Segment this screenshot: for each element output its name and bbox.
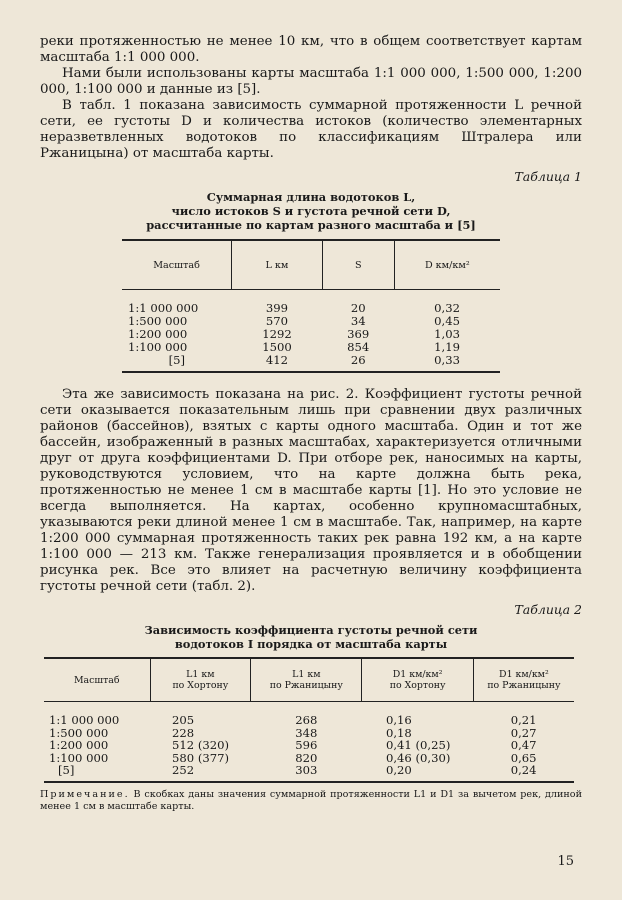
table-cell: 399 bbox=[265, 301, 289, 315]
table2-header-line: D1 км/км² bbox=[392, 669, 443, 680]
table-cell: 268 bbox=[295, 713, 318, 727]
table-cell: 512 (320) bbox=[172, 738, 229, 753]
table1-header: S bbox=[322, 240, 394, 290]
table-cell: 228 bbox=[172, 725, 195, 740]
table2-header-line: Масштаб bbox=[73, 674, 120, 686]
table-cell: 1:500 000 bbox=[49, 725, 109, 740]
table-cell: 0,41 (0,25) bbox=[385, 738, 451, 753]
table-cell: 0,46 (0,30) bbox=[385, 750, 451, 765]
table2-title bbox=[40, 623, 582, 651]
table1-title-line: число истоков S и густота речной сети D, bbox=[171, 204, 451, 218]
page-body bbox=[40, 34, 582, 813]
table1-header: Масштаб bbox=[122, 240, 232, 290]
table2-header-row bbox=[44, 658, 574, 702]
table-cell: 1:100 000 bbox=[49, 750, 109, 765]
table1-header-row bbox=[122, 240, 500, 290]
table-cell: 369 bbox=[347, 327, 370, 341]
table1-label: Таблица 1 bbox=[514, 169, 582, 184]
table-cell: 1,03 bbox=[434, 327, 460, 341]
table-cell: 26 bbox=[322, 354, 394, 372]
table-cell: 1:100 000 bbox=[128, 340, 188, 354]
table-cell: 1:1 000 000 bbox=[49, 713, 120, 727]
table-row bbox=[122, 290, 500, 316]
table2-header-line: по Ржаницыну bbox=[487, 680, 561, 691]
paragraph-4: Эта же зависимость показана на рис. 2. Коэффициент густоты речной сети оказывается показательным лишь при сравнении двух различных районов (бассейнов), взятых с карты одного масштаба. Один и тот же бассейн, изображенный в разных масштабах, характеризуется отличными друг от друга коэффициентами D. При отборе рек, наносимых на карты, руководствуются условием, что на карте должна быть река, протяженностью не менее 1 см в масштабе карты [1]. Но это условие не всегда выполняется. На картах, особенно крупномасштабных, указываются реки длиной менее 1 см в масштабе. Так, например, на карте 1:200 000 суммарная протяженность таких рек равна 192 км, а на карте 1:100 000 — 213 км. Также генерализация проявляется и в обобщении рисунка рек. Все это влияет на расчетную величину коэффициента густоты речной сети (табл. 2). bbox=[40, 387, 582, 594]
table1-title-line: рассчитанные по картам разного масштаба и [5] bbox=[146, 218, 476, 232]
table-cell: 570 bbox=[265, 314, 289, 328]
table2-header-line: D1 км/км² bbox=[499, 669, 549, 680]
paragraph-1: реки протяженностью не менее 10 км, что в общем соответствует картам масштаба 1:1 000 000. bbox=[40, 34, 582, 65]
table-row bbox=[44, 702, 574, 727]
table-cell: 0,16 bbox=[385, 713, 412, 727]
table2-header-line: по Хортону bbox=[172, 680, 229, 691]
table-cell: 1:500 000 bbox=[128, 314, 188, 328]
table-cell: 0,24 bbox=[473, 764, 574, 782]
table-cell: 252 bbox=[150, 764, 251, 782]
table2-header bbox=[150, 658, 251, 702]
table2-header-line: по Хортону bbox=[389, 680, 446, 691]
table-cell: [5] bbox=[122, 354, 232, 372]
table1-title bbox=[40, 190, 582, 232]
table-cell: 0,33 bbox=[394, 354, 500, 372]
table2-header bbox=[362, 658, 473, 702]
table-cell: 0,21 bbox=[510, 713, 537, 727]
table-row bbox=[44, 739, 574, 752]
table2-header bbox=[473, 658, 574, 702]
table-cell: 1,19 bbox=[434, 340, 460, 354]
table-cell: 1292 bbox=[262, 327, 292, 341]
table2-label: Таблица 2 bbox=[514, 602, 582, 617]
table2-header-line: L1 км bbox=[292, 669, 321, 680]
table-cell: 412 bbox=[232, 354, 323, 372]
table-cell: 820 bbox=[295, 750, 318, 765]
note-label: Примечание. bbox=[40, 788, 130, 800]
table2 bbox=[44, 657, 574, 783]
table2-title-line: водотоков I порядка от масштаба карты bbox=[174, 637, 448, 651]
table1-header: L км bbox=[232, 240, 323, 290]
table-cell: 1500 bbox=[262, 340, 292, 354]
table-cell: 1:200 000 bbox=[128, 327, 188, 341]
table2-header-line: по Ржаницыну bbox=[269, 680, 343, 691]
paragraph-2: Нами были использованы карты масштаба 1:1 000 000, 1:500 000, 1:200 000, 1:100 000 и данные из [5]. bbox=[40, 66, 582, 97]
table-cell: 0,65 bbox=[510, 750, 537, 765]
page-number: 15 bbox=[557, 854, 574, 869]
table2-title-line: Зависимость коэффициента густоты речной сети bbox=[144, 623, 478, 637]
table1-header: D км/км² bbox=[394, 240, 500, 290]
table2-note bbox=[40, 789, 582, 813]
table-cell: [5] bbox=[44, 764, 150, 782]
table-cell: 1:200 000 bbox=[49, 738, 109, 753]
table-cell: 0,20 bbox=[362, 764, 473, 782]
table-cell: 596 bbox=[295, 738, 318, 753]
table-cell: 0,18 bbox=[385, 725, 412, 740]
table2-header bbox=[251, 658, 362, 702]
table-row bbox=[122, 354, 500, 372]
table-cell: 0,45 bbox=[434, 314, 460, 328]
table2-header bbox=[44, 658, 150, 702]
table-cell: 0,32 bbox=[434, 301, 460, 315]
table-cell: 0,47 bbox=[510, 738, 537, 753]
table-row bbox=[44, 764, 574, 782]
table-cell: 20 bbox=[350, 301, 366, 315]
note-text: В скобках даны значения суммарной протяженности L1 и D1 за вычетом рек, длиной менее 1 см в масштабе карты. bbox=[40, 788, 582, 812]
table-cell: 854 bbox=[347, 340, 370, 354]
paragraph-3: В табл. 1 показана зависимость суммарной протяженности L речной сети, ее густоты D и количества истоков (количество элементарных неразветвленных водотоков по классификациям Штралера или Ржаницына) от масштаба карты. bbox=[40, 98, 582, 161]
table2-header-line: L1 км bbox=[186, 669, 215, 680]
table-cell: 0,27 bbox=[510, 725, 537, 740]
table-cell: 348 bbox=[295, 725, 318, 740]
table1-title-line: Суммарная длина водотоков L, bbox=[206, 190, 416, 204]
table-cell: 34 bbox=[350, 314, 366, 328]
table-cell: 303 bbox=[251, 764, 362, 782]
table1 bbox=[122, 239, 500, 373]
table-cell: 580 (377) bbox=[172, 750, 229, 765]
table-cell: 205 bbox=[172, 713, 195, 727]
table-cell: 1:1 000 000 bbox=[128, 301, 199, 315]
